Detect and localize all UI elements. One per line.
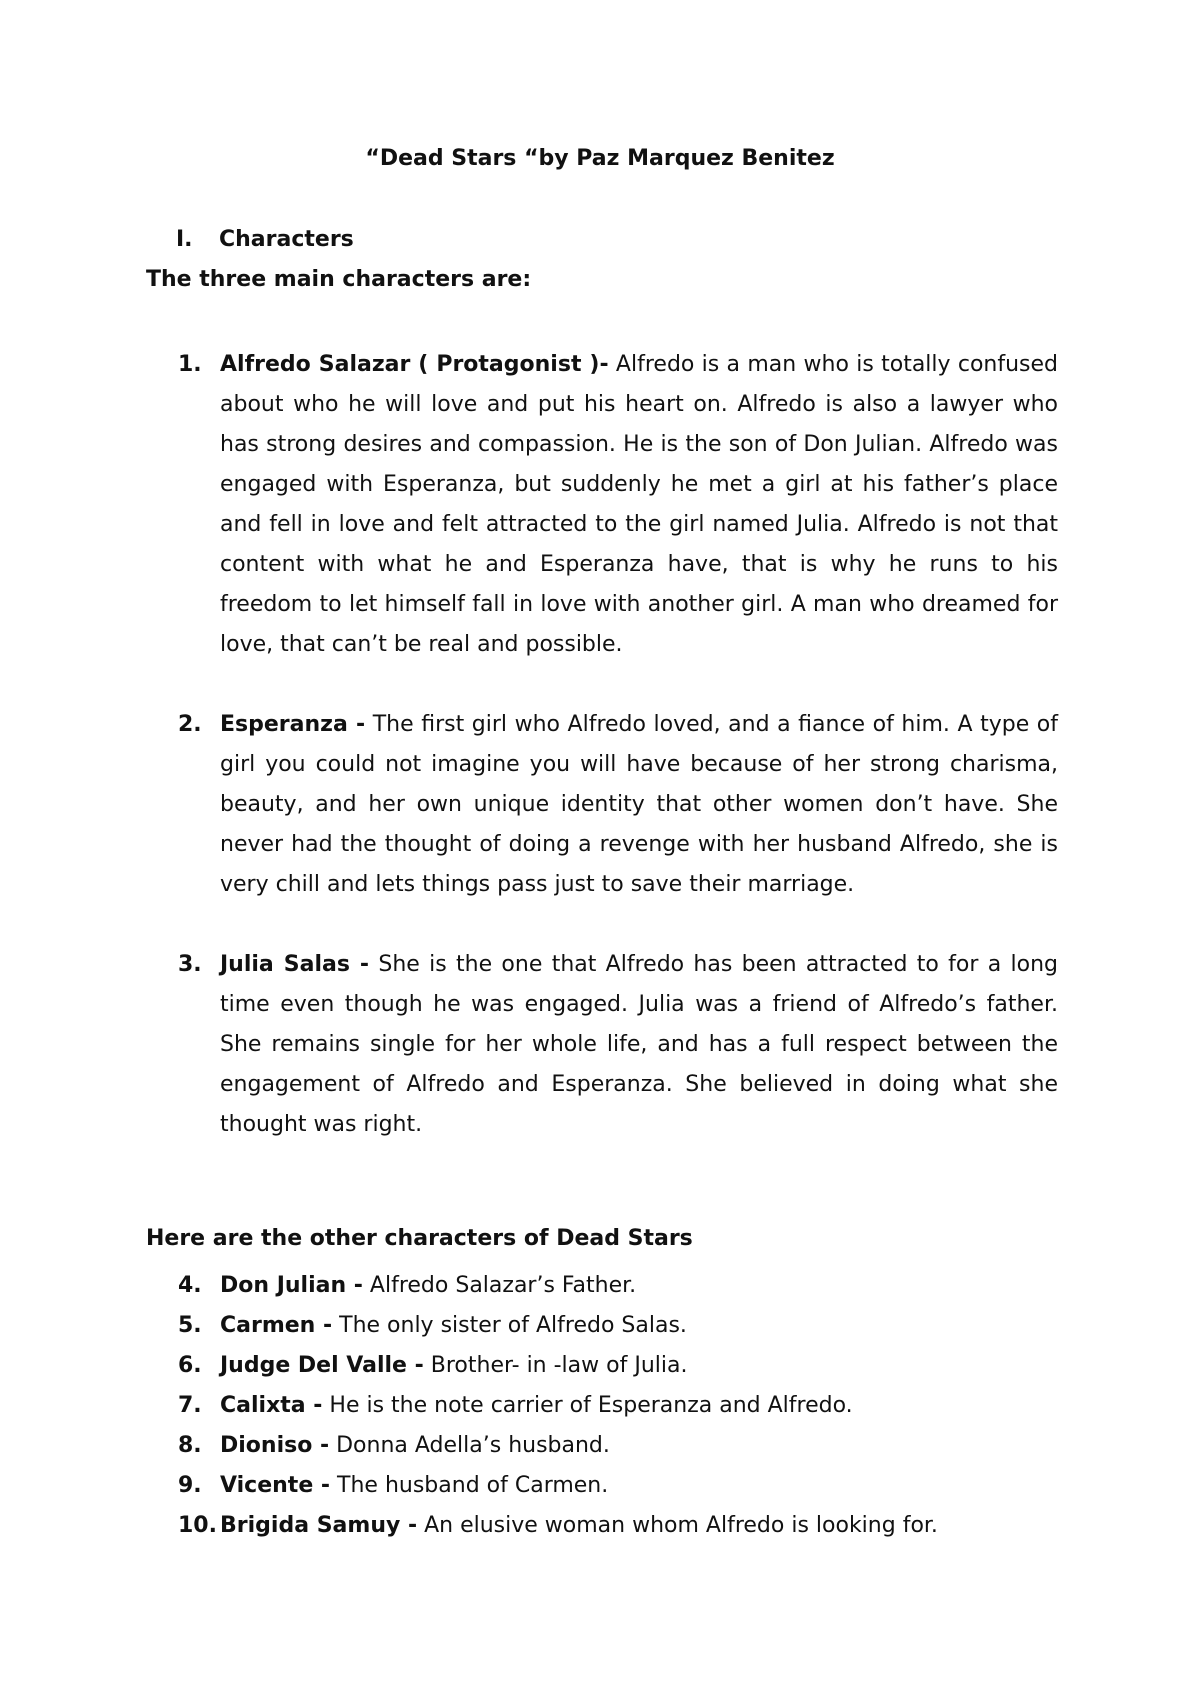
character-name: Alfredo Salazar ( Protagonist )- — [220, 352, 609, 377]
list-number: 10. — [178, 1513, 217, 1538]
section-heading-text: Characters — [219, 227, 354, 252]
main-character-item — [178, 945, 1058, 1145]
other-character-item — [178, 1506, 1058, 1546]
main-characters-intro: The three main characters are: — [146, 267, 532, 292]
list-number: 8. — [178, 1433, 202, 1458]
character-name: Calixta - — [220, 1393, 323, 1418]
character-description: The husband of Carmen. — [330, 1473, 609, 1498]
list-number: 6. — [178, 1353, 202, 1378]
other-characters-heading: Here are the other characters of Dead Stars — [146, 1226, 693, 1251]
main-characters-list — [178, 345, 1058, 1185]
character-name: Don Julian - — [220, 1273, 363, 1298]
character-name: Julia Salas - — [220, 952, 370, 977]
other-character-item — [178, 1346, 1058, 1386]
list-number: 3. — [178, 952, 202, 977]
character-name: Judge Del Valle - — [220, 1353, 424, 1378]
list-number: 5. — [178, 1313, 202, 1338]
other-character-item — [178, 1426, 1058, 1466]
character-description: She is the one that Alfredo has been attracted to for a long time even though he was engaged. Julia was a friend of Alfredo’s father. She remains single for her whole life, and has a full respect between the engagement of Alfredo and Esperanza. She believed in doing what she thought was right. — [220, 952, 1058, 1137]
list-number: 9. — [178, 1473, 202, 1498]
main-character-item — [178, 345, 1058, 665]
other-character-item — [178, 1386, 1058, 1426]
other-characters-list — [178, 1266, 1058, 1546]
section-numeral: I. — [176, 227, 193, 252]
character-description: Alfredo Salazar’s Father. — [362, 1273, 637, 1298]
main-character-item — [178, 705, 1058, 905]
character-name: Dioniso - — [220, 1433, 330, 1458]
list-number: 4. — [178, 1273, 202, 1298]
character-name: Brigida Samuy - — [220, 1513, 418, 1538]
document-title: “Dead Stars “by Paz Marquez Benitez — [365, 146, 835, 171]
other-character-item — [178, 1266, 1058, 1306]
list-number: 2. — [178, 712, 202, 737]
character-name: Esperanza - — [220, 712, 366, 737]
other-character-item — [178, 1466, 1058, 1506]
character-description: An elusive woman whom Alfredo is looking for. — [417, 1513, 938, 1538]
character-description: He is the note carrier of Esperanza and Alfredo. — [322, 1393, 853, 1418]
character-description: Brother- in -law of Julia. — [423, 1353, 688, 1378]
character-name: Vicente - — [220, 1473, 331, 1498]
character-description: The only sister of Alfredo Salas. — [332, 1313, 687, 1338]
character-description: The first girl who Alfredo loved, and a fiance of him. A type of girl you could not imagine you will have because of her strong charisma, beauty, and her own unique identity that other women don’t have. She never had the thought of doing a revenge with her husband Alfredo, she is very chill and lets things pass just to save their marriage. — [220, 712, 1059, 897]
character-name: Carmen - — [220, 1313, 333, 1338]
other-character-item — [178, 1306, 1058, 1346]
list-number: 1. — [178, 352, 202, 377]
character-description: Donna Adella’s husband. — [329, 1433, 610, 1458]
section-heading — [176, 227, 354, 252]
list-number: 7. — [178, 1393, 202, 1418]
character-description: Alfredo is a man who is totally confused about who he will love and put his heart on. Alfredo is also a lawyer who has strong desires and compassion. He is the son of Don Julian. Alfredo was engaged with Esperanza, but suddenly he met a girl at his father’s place and fell in love and felt attracted to the girl named Julia. Alfredo is not that content with what he and Esperanza have, that is why he runs to his freedom to let himself fall in love with another girl. A man who dreamed for love, that can’t be real and possible. — [220, 352, 1058, 657]
